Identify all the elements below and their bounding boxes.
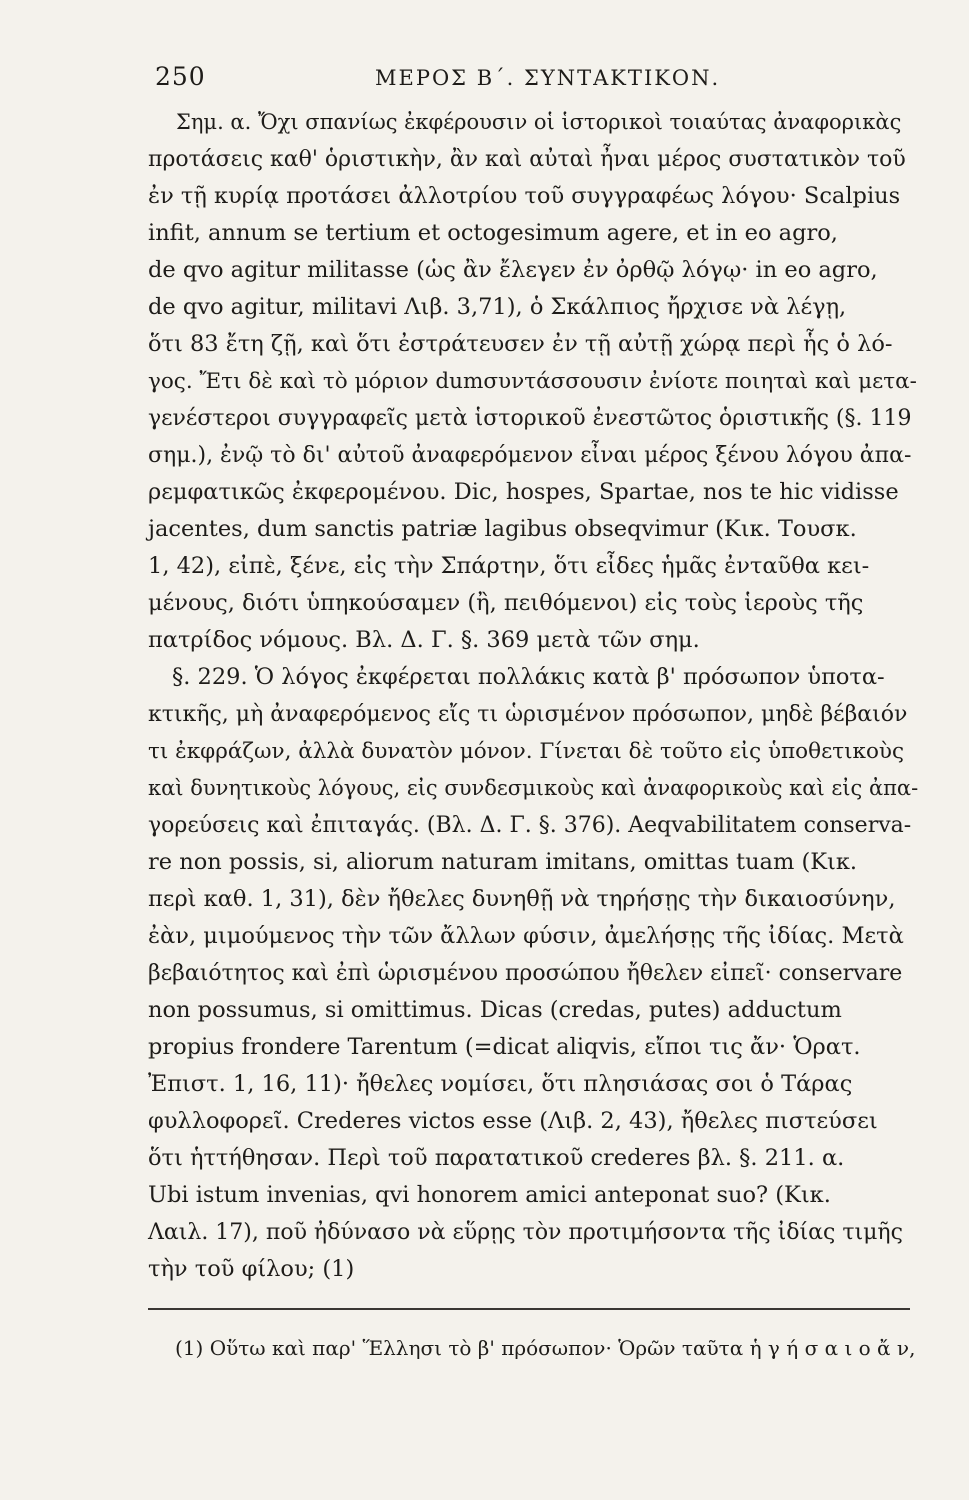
text-line: Ubi istum invenias, qvi honorem amici anteponat suo? (Κικ.: [148, 1182, 831, 1208]
text-line: ἐν τῇ κυρίᾳ προτάσει ἀλλοτρίου τοῦ συγγραφέως λόγου· Scalpius: [148, 183, 901, 209]
text-line: Ἐπιστ. 1, 16, 11)· ἤθελες νομίσει, ὅτι πλησιάσας σοι ὁ Τάρας: [148, 1071, 853, 1097]
text-line: προτάσεις καθ' ὁριστικὴν, ἂν καὶ αὐταὶ ἦναι μέρος συστατικὸν τοῦ: [148, 147, 906, 172]
text-line: re non possis, si, aliorum naturam imitans, omittas tuam (Κικ.: [148, 849, 858, 875]
text-line: ὅτι ἡττήθησαν. Περὶ τοῦ παρατατικοῦ crederes βλ. §. 211. α.: [148, 1145, 845, 1171]
section-229-start: §. 229. Ὁ λόγος ἐκφέρεται πολλάκις κατὰ β' πρόσωπον ὑποτα-: [172, 664, 885, 690]
text-line: γορεύσεις καὶ ἐπιταγάς. (Βλ. Δ. Γ. §. 376). Aeqvabilitatem conserva-: [148, 813, 912, 838]
text-line: βεβαιότητος καὶ ἐπὶ ὡρισμένου προσώπου ἤθελεν εἰπεῖ· conservare: [148, 961, 903, 986]
text-line: γος. Ἔτι δὲ καὶ τὸ μόριον dumσυντάσσουσιν ἐνίοτε ποιηταὶ καὶ μετα-: [148, 369, 917, 394]
text-line: τὴν τοῦ φίλου; (1): [148, 1256, 355, 1282]
footnote-divider: [148, 1308, 910, 1310]
text-line: 1, 42), εἰπὲ, ξένε, εἰς τὴν Σπάρτην, ὅτι εἶδες ἡμᾶς ἐνταῦθα κει-: [148, 553, 870, 579]
text-line: ὅτι 83 ἔτη ζῇ, καὶ ὅτι ἐστράτευσεν ἐν τῇ αὐτῇ χώρᾳ περὶ ἧς ὁ λό-: [148, 331, 893, 357]
text-line: μένους, διότι ὑπηκούσαμεν (ἢ, πειθόμενοι) εἰς τοὺς ἱεροὺς τῆς: [148, 590, 864, 616]
text-line: γενέστεροι συγγραφεῖς μετὰ ἱστορικοῦ ἐνεστῶτος ὁριστικῆς (§. 119: [148, 406, 912, 431]
text-line: φυλλοφορεῖ. Crederes victos esse (Λιβ. 2, 43), ἤθελες πιστεύσει: [148, 1108, 878, 1134]
text-line: περὶ καθ. 1, 31), δὲν ἤθελες δυνηθῇ νὰ τηρήσῃς τὴν δικαιοσύνην,: [148, 886, 896, 912]
text-line: infit, annum se tertium et octogesimum agere, et in eo agro,: [148, 220, 838, 246]
text-line: propius frondere Tarentum (=dicat aliqvis, εἴποι τις ἄν· Ὁρατ.: [148, 1034, 861, 1060]
text-line: Σημ. α. Ὄχι σπανίως ἐκφέρουσιν οἱ ἱστορικοὶ τοιαύτας ἀναφορικὰς: [176, 110, 902, 134]
text-line: ρεμφατικῶς ἐκφερομένου. Dic, hospes, Spartae, nos te hic vidisse: [148, 479, 899, 505]
text-line: non possumus, si omittimus. Dicas (credas, putes) adductum: [148, 997, 842, 1023]
text-line: καὶ δυνητικοὺς λόγους, εἰς συνδεσμικοὺς καὶ ἀναφορικοὺς καὶ εἰς ἀπα-: [148, 776, 919, 800]
text-line: πατρίδος νόμους. Βλ. Δ. Γ. §. 369 μετὰ τῶν σημ.: [148, 627, 700, 653]
page-number: 250: [155, 62, 206, 91]
text-line: κτικῆς, μὴ ἀναφερόμενος εἴς τι ὡρισμένον πρόσωπον, μηδὲ βέβαιόν: [148, 702, 908, 727]
text-line: de qvo agitur militasse (ὡς ἂν ἔλεγεν ἐν ὀρθῷ λόγῳ· in eo agro,: [148, 257, 878, 283]
text-line: jacentes, dum sanctis patriæ lagibus obseqvimur (Κικ. Τουσκ.: [148, 516, 857, 542]
text-line: τι ἐκφράζων, ἀλλὰ δυνατὸν μόνον. Γίνεται δὲ τοῦτο εἰς ὑποθετικοὺς: [148, 739, 905, 764]
text-line: ἐὰν, μιμούμενος τὴν τῶν ἄλλων φύσιν, ἀμελήσῃς τῆς ἰδίας. Μετὰ: [148, 923, 904, 949]
body-text: [148, 104, 919, 1282]
text-line: Λαιλ. 17), ποῦ ἠδύνασο νὰ εὕρῃς τὸν προτιμήσοντα τῆς ἰδίας τιμῆς: [148, 1220, 903, 1245]
page-header: [155, 62, 915, 102]
text-line: de qvo agitur, militavi Λιβ. 3,71), ὁ Σκάλπιος ἤρχισε νὰ λέγῃ,: [148, 294, 847, 320]
text-line: σημ.), ἐνῷ τὸ δι' αὐτοῦ ἀναφερόμενον εἶναι μέρος ξένου λόγου ἀπα-: [148, 443, 912, 468]
running-head: ΜΕΡΟΣ Β΄. ΣΥΝΤΑΚΤΙΚΟΝ.: [375, 66, 721, 90]
footnote: (1) Οὕτω καὶ παρ' Ἕλλησι τὸ β' πρόσωπον· Ὁρῶν ταῦτα ἡ γ ή σ α ι ο ἄ ν,: [175, 1336, 916, 1360]
